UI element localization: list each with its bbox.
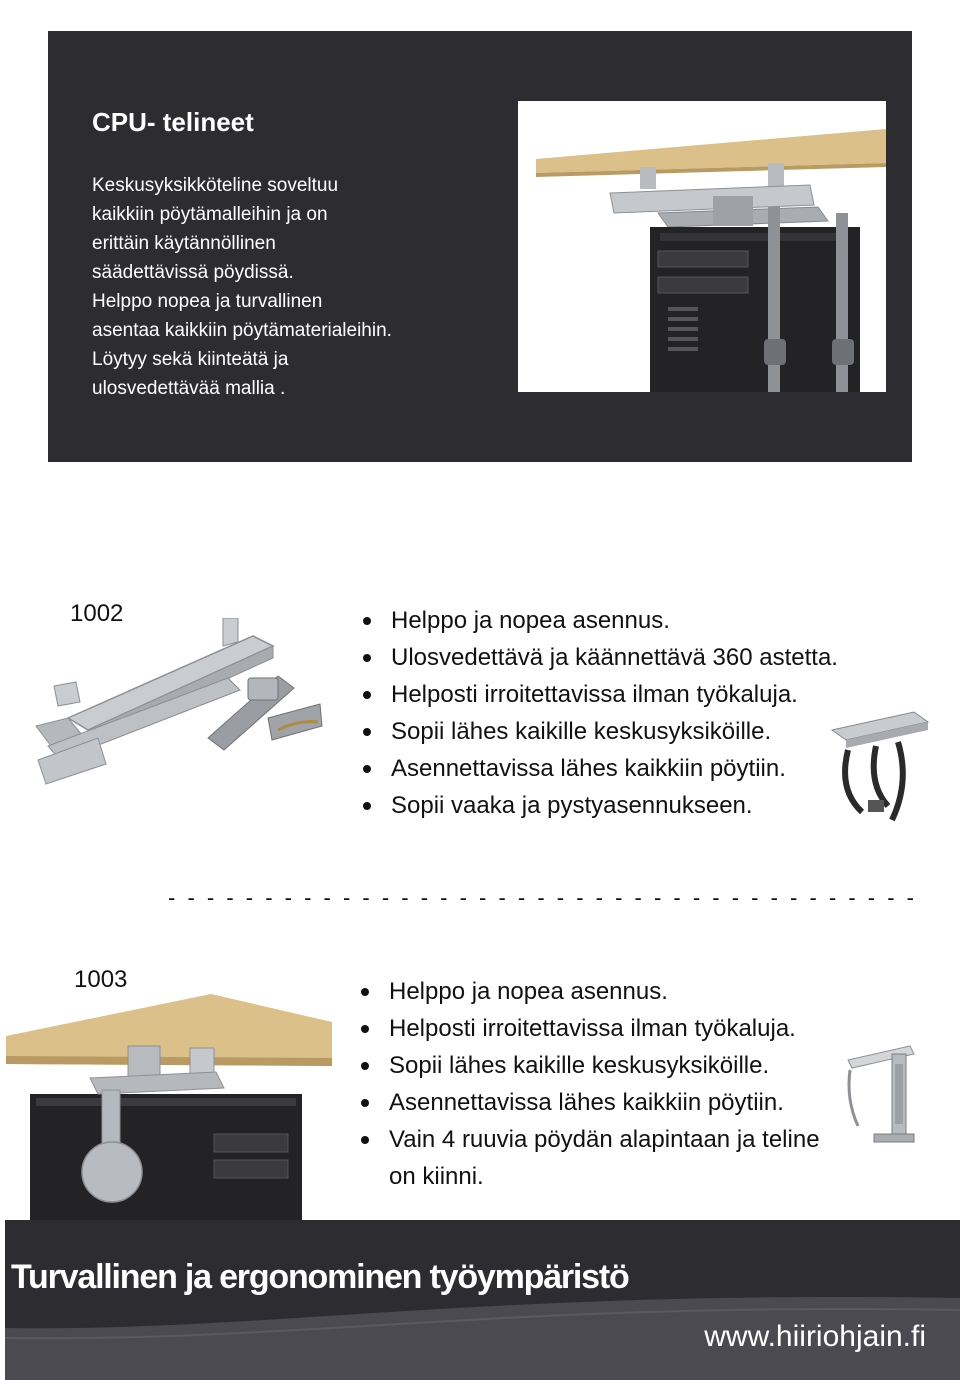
feature-item: Helposti irroitettavissa ilman työkaluja. <box>363 676 838 713</box>
vertical-holder-illustration <box>840 1042 918 1154</box>
feature-item: Vain 4 ruuvia pöydän alapintaan ja teline on kiinni. <box>361 1121 831 1195</box>
hero-description <box>92 171 472 403</box>
product-1002-feature-list <box>363 602 838 824</box>
feature-item: Sopii lähes kaikille keskusyksiköille. <box>361 1047 831 1084</box>
hero-description-line: ulosvedettävää mallia . <box>92 378 286 399</box>
hero-description-line: Löytyy sekä kiinteätä ja <box>92 349 289 370</box>
feature-item: Asennettavissa lähes kaikkiin pöytiin. <box>363 750 838 787</box>
product-1003-photo <box>6 994 332 1220</box>
hero-description-line: Helppo nopea ja turvallinen <box>92 291 323 312</box>
fixed-cpu-holder-illustration <box>6 994 332 1220</box>
hero-description-line: kaikkiin pöytämalleihin ja on <box>92 204 328 225</box>
hero-description-line: säädettävissä pöydissä. <box>92 262 294 283</box>
hero-description-line: asentaa kaikkiin pöytämaterialeihin. <box>92 320 392 341</box>
feature-item: Sopii lähes kaikille keskusyksiköille. <box>363 713 838 750</box>
product-1002-mounted-photo <box>828 708 932 836</box>
desk-cpu-holder-illustration <box>518 101 886 392</box>
feature-item: Asennettavissa lähes kaikkiin pöytiin. <box>361 1084 831 1121</box>
product-1003-feature-list <box>361 973 831 1195</box>
hero-description-line: Keskusyksikköteline soveltuu <box>92 175 339 196</box>
footer-banner <box>5 1220 960 1380</box>
mounted-rail-illustration <box>828 708 932 836</box>
hero-panel <box>48 31 912 462</box>
hero-product-photo <box>518 101 886 392</box>
feature-item: Ulosvedettävä ja käännettävä 360 astetta. <box>363 639 838 676</box>
feature-item: Helppo ja nopea asennus. <box>363 602 838 639</box>
product-code-1002: 1002 <box>70 600 124 627</box>
feature-item: Helppo ja nopea asennus. <box>361 973 831 1010</box>
product-1003-mounted-photo <box>840 1042 918 1154</box>
feature-item: Sopii vaaka ja pystyasennukseen. <box>363 787 838 824</box>
hero-description-line: erittäin käytännöllinen <box>92 233 276 254</box>
feature-item: Helposti irroitettavissa ilman työkaluja. <box>361 1010 831 1047</box>
product-code-1003: 1003 <box>74 966 128 993</box>
section-divider: - - - - - - - - - - - - - - - - - - - - - - - - - - - - - - - - - - - - - - - <box>168 885 917 910</box>
hero-title: CPU- telineet <box>92 107 254 137</box>
footer-decorative-band <box>5 1220 960 1380</box>
footer-website-url: www.hiiriohjain.fi <box>704 1320 926 1353</box>
footer-slogan: Turvallinen ja ergonominen työympäristö <box>11 1258 629 1296</box>
product-1002-photo <box>28 618 328 798</box>
pullout-rail-illustration <box>28 618 328 798</box>
